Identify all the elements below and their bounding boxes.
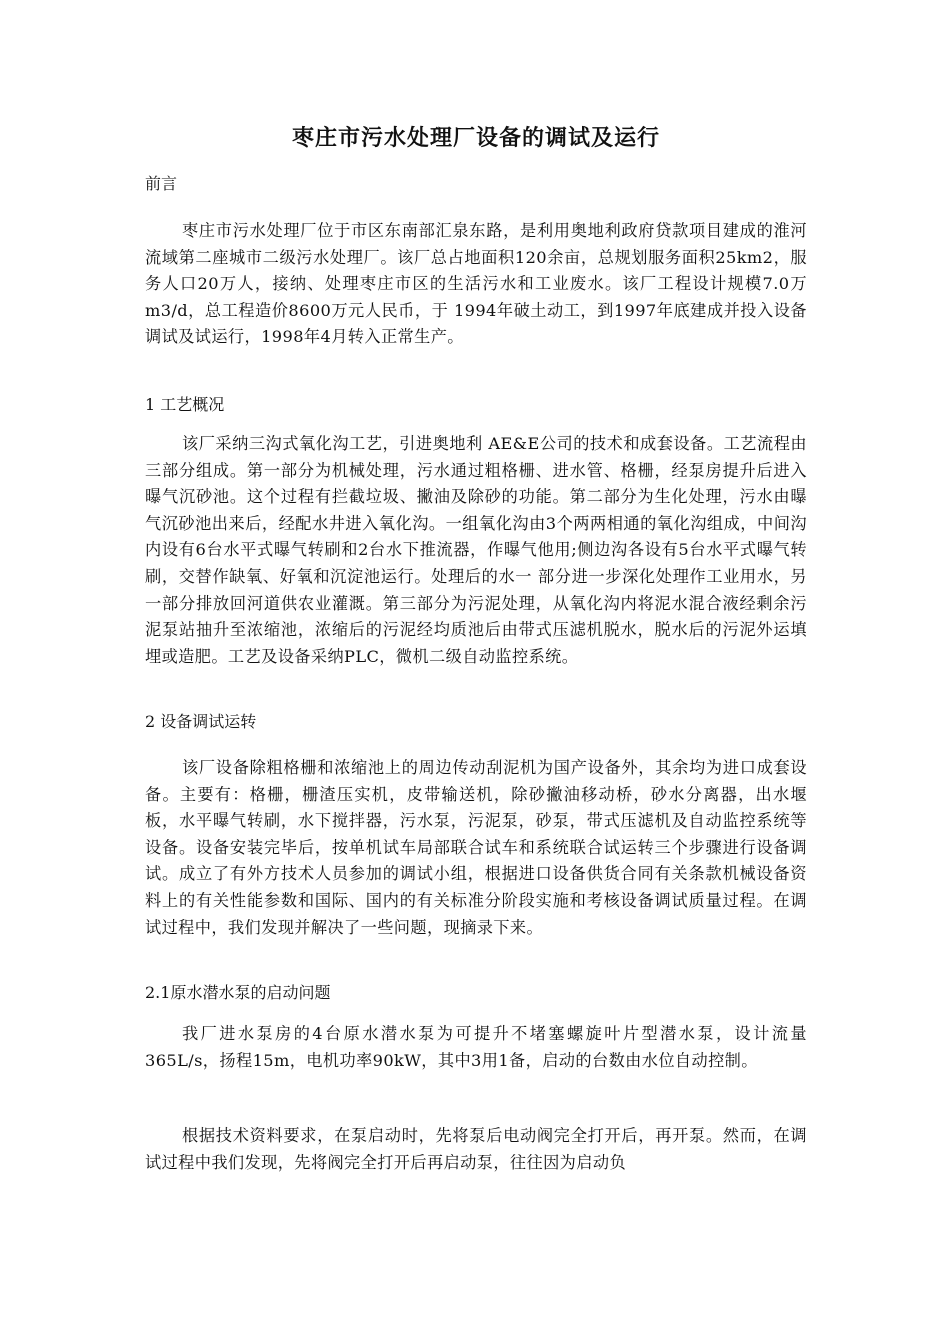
- section-heading-pump-startup: 2.1原水潜水泵的启动问题: [145, 983, 331, 1002]
- paragraph-pump-description: 我厂进水泵房的4台原水潜水泵为可提升不堵塞螺旋叶片型潜水泵，设计流量365L/s，扬程15m，电机功率90kW，其中3用1备，启动的台数由水位自动控制。: [145, 1024, 807, 1070]
- document-title: 枣庄市污水处理厂设备的调试及运行: [291, 126, 660, 151]
- paragraph-equipment-commissioning: 该厂设备除粗格栅和浓缩池上的周边传动刮泥机为国产设备外，其余均为进口成套设备。主要有：格栅，栅渣压实机，皮带输送机，除砂撇油移动桥，砂水分离器，出水堰板，水平曝气转刷，水下搅拌器，污水泵，污泥泵，砂泵，带式压滤机及自动监控系统等设备。设备安装完毕后，按单机试车局部联合试车和系统联合试运转三个步骤进行设备调试。成立了有外方技术人员参加的调试小组，根据进口设备供货合同有关条款机械设备资料上的有关性能参数和国际、国内的有关标准分阶段实施和考核设备调试质量过程。在调试过程中，我们发现并解决了一些问题，现摘录下来。: [145, 758, 807, 937]
- section-heading-equipment-commissioning: 2 设备调试运转: [145, 712, 257, 731]
- section-heading-process-overview: 1 工艺概况: [145, 395, 225, 414]
- section-heading-preface: 前言: [145, 174, 178, 193]
- paragraph-pump-startup-issue: 根据技术资料要求，在泵启动时，先将泵后电动阀完全打开后，再开泵。然而，在调试过程中我们发现，先将阀完全打开后再启动泵，往往因为启动负: [145, 1126, 807, 1172]
- paragraph-process-overview: 该厂采纳三沟式氧化沟工艺，引进奥地利 AE&E公司的技术和成套设备。工艺流程由三部分组成。第一部分为机械处理，污水通过粗格栅、进水管、格栅，经泵房提升后进入曝气沉砂池。这个过程有拦截垃圾、撇油及除砂的功能。第二部分为生化处理，污水由曝气沉砂池出来后，经配水井进入氧化沟。一组氧化沟由3个两两相通的氧化沟组成，中间沟内设有6台水平式曝气转刷和2台水下推流器，作曝气他用;侧边沟各设有5台水平式曝气转刷，交替作缺氧、好氧和沉淀池运行。处理后的水一 部分进一步深化处理作工业用水，另一部分排放回河道供农业灌溉。第三部分为污泥处理，从氧化沟内将泥水混合液经剩余污泥泵站抽升至浓缩池，浓缩后的污泥经均质池后由带式压滤机脱水，脱水后的污泥外运填埋或造肥。工艺及设备采纳PLC，微机二级自动监控系统。: [145, 434, 807, 666]
- paragraph-preface: 枣庄市污水处理厂位于市区东南部汇泉东路，是利用奥地利政府贷款项目建成的淮河流域第二座城市二级污水处理厂。该厂总占地面积120余亩，总规划服务面积25km2，服务人口20万人，接纳、处理枣庄市区的生活污水和工业废水。该厂工程设计规模7.0万m3/d，总工程造价8600万元人民币，于 1994年破土动工，到1997年底建成并投入设备调试及试运行，1998年4月转入正常生产。: [145, 221, 807, 347]
